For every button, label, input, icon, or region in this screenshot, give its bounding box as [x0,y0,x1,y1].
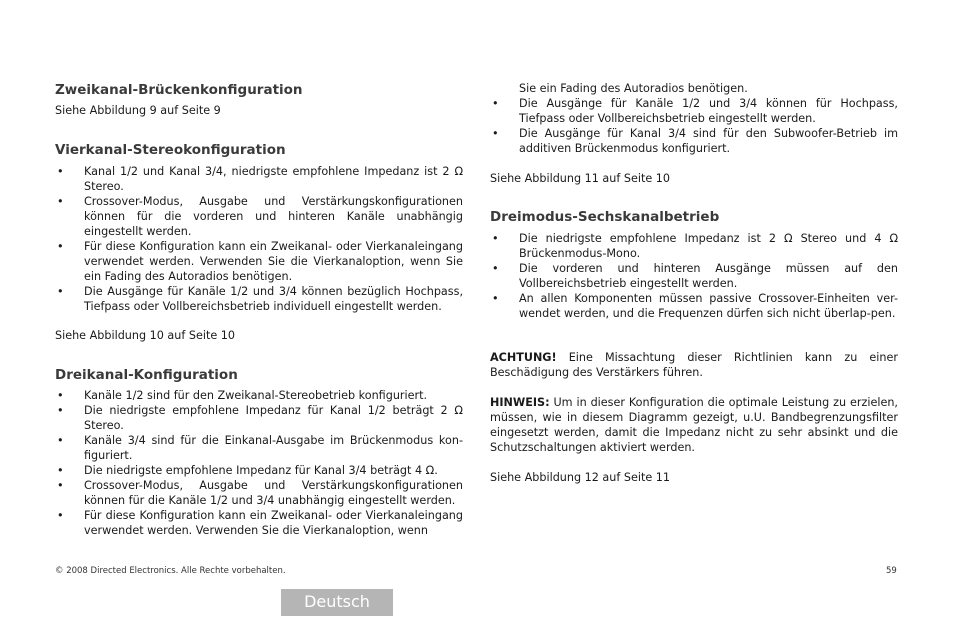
warning-paragraph [490,350,898,380]
list-item: • An allen Komponenten müssen passive Crossover-Einheiten ver-wendet werden, und die Frequenzen dürfen sich nicht überlap-pen. [490,291,898,321]
figure-reference: Siehe Abbildung 11 auf Seite 10 [490,172,671,185]
section-heading-three-channel: Dreikanal-Konfiguration [55,367,238,383]
section-heading-four-channel: Vierkanal-Stereokonfiguration [55,142,286,158]
list-item: • Crossover-Modus, Ausgabe und Verstärkungskonfigurationen können für die vorderen und hinteren Kanäle unabhängig eingestellt werden. [55,194,463,239]
section-heading-six-channel: Dreimodus-Sechskanalbetrieb [490,209,720,225]
page-number: 59 [886,566,897,576]
figure-reference: Siehe Abbildung 9 auf Seite 9 [55,104,221,117]
bullet-list-six-channel [490,231,898,321]
list-item: • Crossover-Modus, Ausgabe und Verstärkungskonfigurationen können für die Kanäle 1/2 und 3/4 unabhängig eingestellt werden. [55,478,463,508]
list-item: • Kanäle 1/2 sind für den Zweikanal-Stereobetrieb konfiguriert. [55,388,463,403]
list-item: • Die niedrigste empfohlene Impedanz für Kanal 1/2 beträgt 2 Ω Stereo. [55,403,463,433]
note-text: Um in dieser Konfiguration die optimale Leistung zu erzielen, müssen, wie in diesem Diagramm gezeigt, u.U. Bandbegrenzungsfilter eingesetzt werden, damit die Impedanz nicht zu sehr absinkt und die Schutzschaltungen aktiviert werden. [490,396,898,454]
language-tab: Deutsch [281,589,393,616]
list-item: • Für diese Konfiguration kann ein Zweikanal- oder Vierkanaleingang verwendet werden. Verwenden Sie die Vierkanaloption, wenn Sie ein Fading des Autoradios benötigen. [55,239,463,284]
list-item: • Die Ausgänge für Kanäle 1/2 und 3/4 können bezüglich Hochpass, Tiefpass oder Vollbereichsbetrieb individuell eingestellt werden. [55,284,463,314]
warning-label: ACHTUNG! [490,351,557,364]
list-item: • Die niedrigste empfohlene Impedanz ist 2 Ω Stereo und 4 Ω Brückenmodus-Mono. [490,231,898,261]
list-item: • Für diese Konfiguration kann ein Zweikanal- oder Vierkanaleingang verwendet werden. Verwenden Sie die Vierkanaloption, wenn [55,508,463,538]
bullet-list-continued [490,96,898,156]
list-item: • Die Ausgänge für Kanäle 1/2 und 3/4 können für Hochpass, Tiefpass oder Vollbereichsbetrieb eingestellt werden. [490,96,898,126]
list-item: • Kanal 1/2 und Kanal 3/4, niedrigste empfohlene Impedanz ist 2 Ω Stereo. [55,164,463,194]
list-item: • Die niedrigste empfohlene Impedanz für Kanal 3/4 beträgt 4 Ω. [55,463,463,478]
list-item: • Die Ausgänge für Kanal 3/4 sind für den Subwoofer-Betrieb im additiven Brückenmodus konfiguriert. [490,126,898,156]
section-heading-bridge: Zweikanal-Brückenkonfiguration [55,82,303,98]
warning-text: Eine Missachtung dieser Richtlinien kann zu einer Beschädigung des Verstärkers führen. [490,351,898,379]
list-item: • Die vorderen und hinteren Ausgänge müssen auf den Vollbereichsbetrieb eingestellt werden. [490,261,898,291]
continued-text: Sie ein Fading des Autoradios benötigen. [519,82,748,95]
copyright-notice: © 2008 Directed Electronics. Alle Rechte vorbehalten. [55,566,286,576]
bullet-list-three-channel [55,388,463,538]
figure-reference: Siehe Abbildung 12 auf Seite 11 [490,471,671,484]
list-item: • Kanäle 3/4 sind für die Einkanal-Ausgabe im Brückenmodus kon-figuriert. [55,433,463,463]
note-label: HINWEIS: [490,396,550,409]
note-paragraph [490,395,898,455]
bullet-list-four-channel [55,164,463,314]
figure-reference: Siehe Abbildung 10 auf Seite 10 [55,329,236,342]
